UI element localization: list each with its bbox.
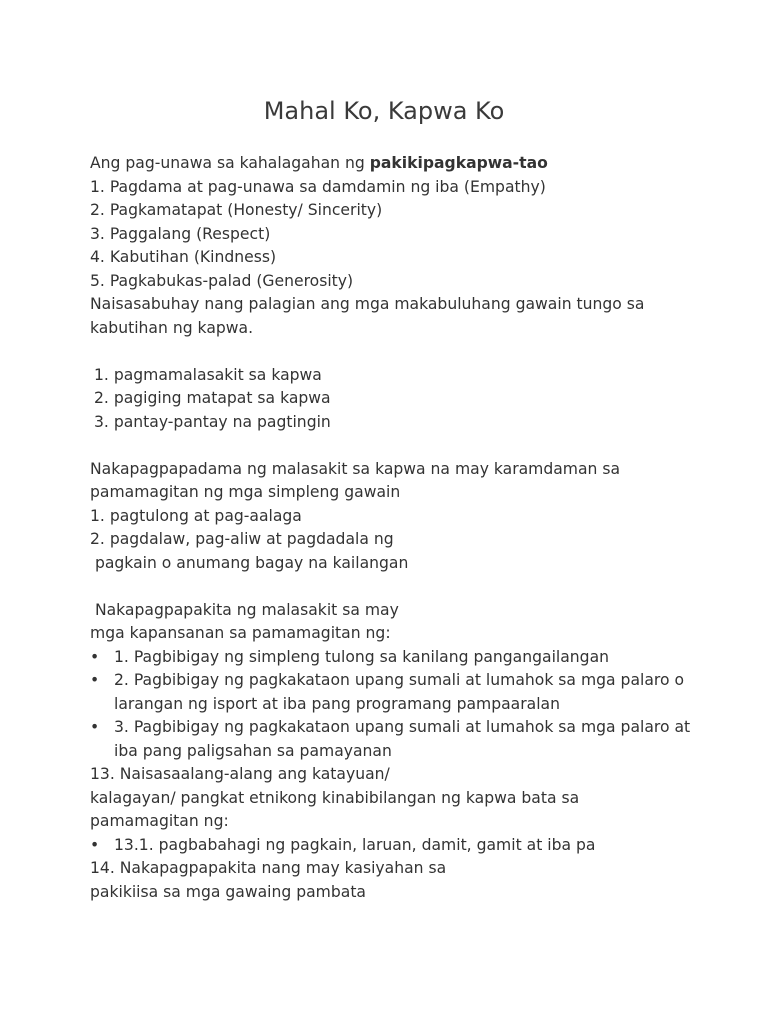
bullet-text-continued: larangan ng isport at iba pang programang pampaaralan [114,694,560,713]
document-title: Mahal Ko, Kapwa Ko [263,97,505,125]
bullet-list-item [90,716,690,763]
section3-item: pagkain o anumang bagay na kailangan [90,553,409,572]
bullet-text: 3. Pagbibigay ng pagkakataon upang sumali at lumahok sa mga palaro at [114,718,691,736]
section4-line: mga kapansanan sa pamamagitan ng: [90,624,391,642]
bullet-icon: • [90,835,100,854]
bullet-list-item [90,646,690,670]
section6-line: 14. Nakapagpapakita nang may kasiyahan sa [90,859,447,877]
intro-line [90,152,690,176]
bullet-icon: • [90,647,100,666]
section3-line: Nakapagpapadama ng malasakit sa kapwa na may karamdaman sa [90,459,621,478]
section5-line: pamamagitan ng: [90,812,229,830]
section5-line: 13. Naisasaalang-alang ang katayuan/ [90,765,390,783]
paragraph-gap [90,340,690,364]
section2-item: 3. pantay-pantay na pagtingin [94,412,331,431]
paragraph-gap [90,434,690,458]
section3-item: 1. pagtulong at pag-aalaga [90,506,302,525]
section2-item: 1. pagmamalasakit sa kapwa [94,365,322,384]
section4-line: Nakapagpapakita ng malasakit sa may [90,600,399,619]
bullet-text: 13.1. pagbabahagi ng pagkain, laruan, damit, gamit at iba pa [114,835,596,854]
values-list-item: 5. Pagkabukas-palad (Generosity) [90,271,354,290]
section5-line: kalagayan/ pangkat etnikong kinabibilangan ng kapwa bata sa [90,788,580,807]
section2-line: Naisasabuhay nang palagian ang mga makabuluhang gawain tungo sa [90,295,645,313]
paragraph-gap [90,575,690,599]
values-list-item: 1. Pagdama at pag-unawa sa damdamin ng iba (Empathy) [90,177,546,196]
section3-item: 2. pagdalaw, pag-aliw at pagdadala ng [90,530,394,548]
section2-item: 2. pagiging matapat sa kapwa [94,389,331,407]
values-list-item: 2. Pagkamatapat (Honesty/ Sincerity) [90,201,383,219]
values-list-item: 4. Kabutihan (Kindness) [90,248,277,266]
bullet-text-continued: iba pang paligsahan sa pamayanan [114,741,392,760]
bullet-text: 2. Pagbibigay ng pagkakataon upang sumali at lumahok sa mga palaro o [114,671,684,689]
bullet-list-item [90,669,690,716]
intro-text: Ang pag-unawa sa kahalagahan ng [90,154,370,172]
bullet-icon: • [90,671,100,689]
intro-bold-term: pakikipagkapwa-tao [369,154,548,172]
section6-line: pakikiisa sa mga gawaing pambata [90,882,366,901]
bullet-icon: • [90,718,100,736]
values-list-item: 3. Paggalang (Respect) [90,224,271,243]
section2-line: kabutihan ng kapwa. [90,318,254,337]
bullet-list-item [90,834,690,858]
document-body [90,152,690,904]
bullet-text: 1. Pagbibigay ng simpleng tulong sa kanilang pangangailangan [114,647,610,666]
section3-line: pamamagitan ng mga simpleng gawain [90,483,401,501]
